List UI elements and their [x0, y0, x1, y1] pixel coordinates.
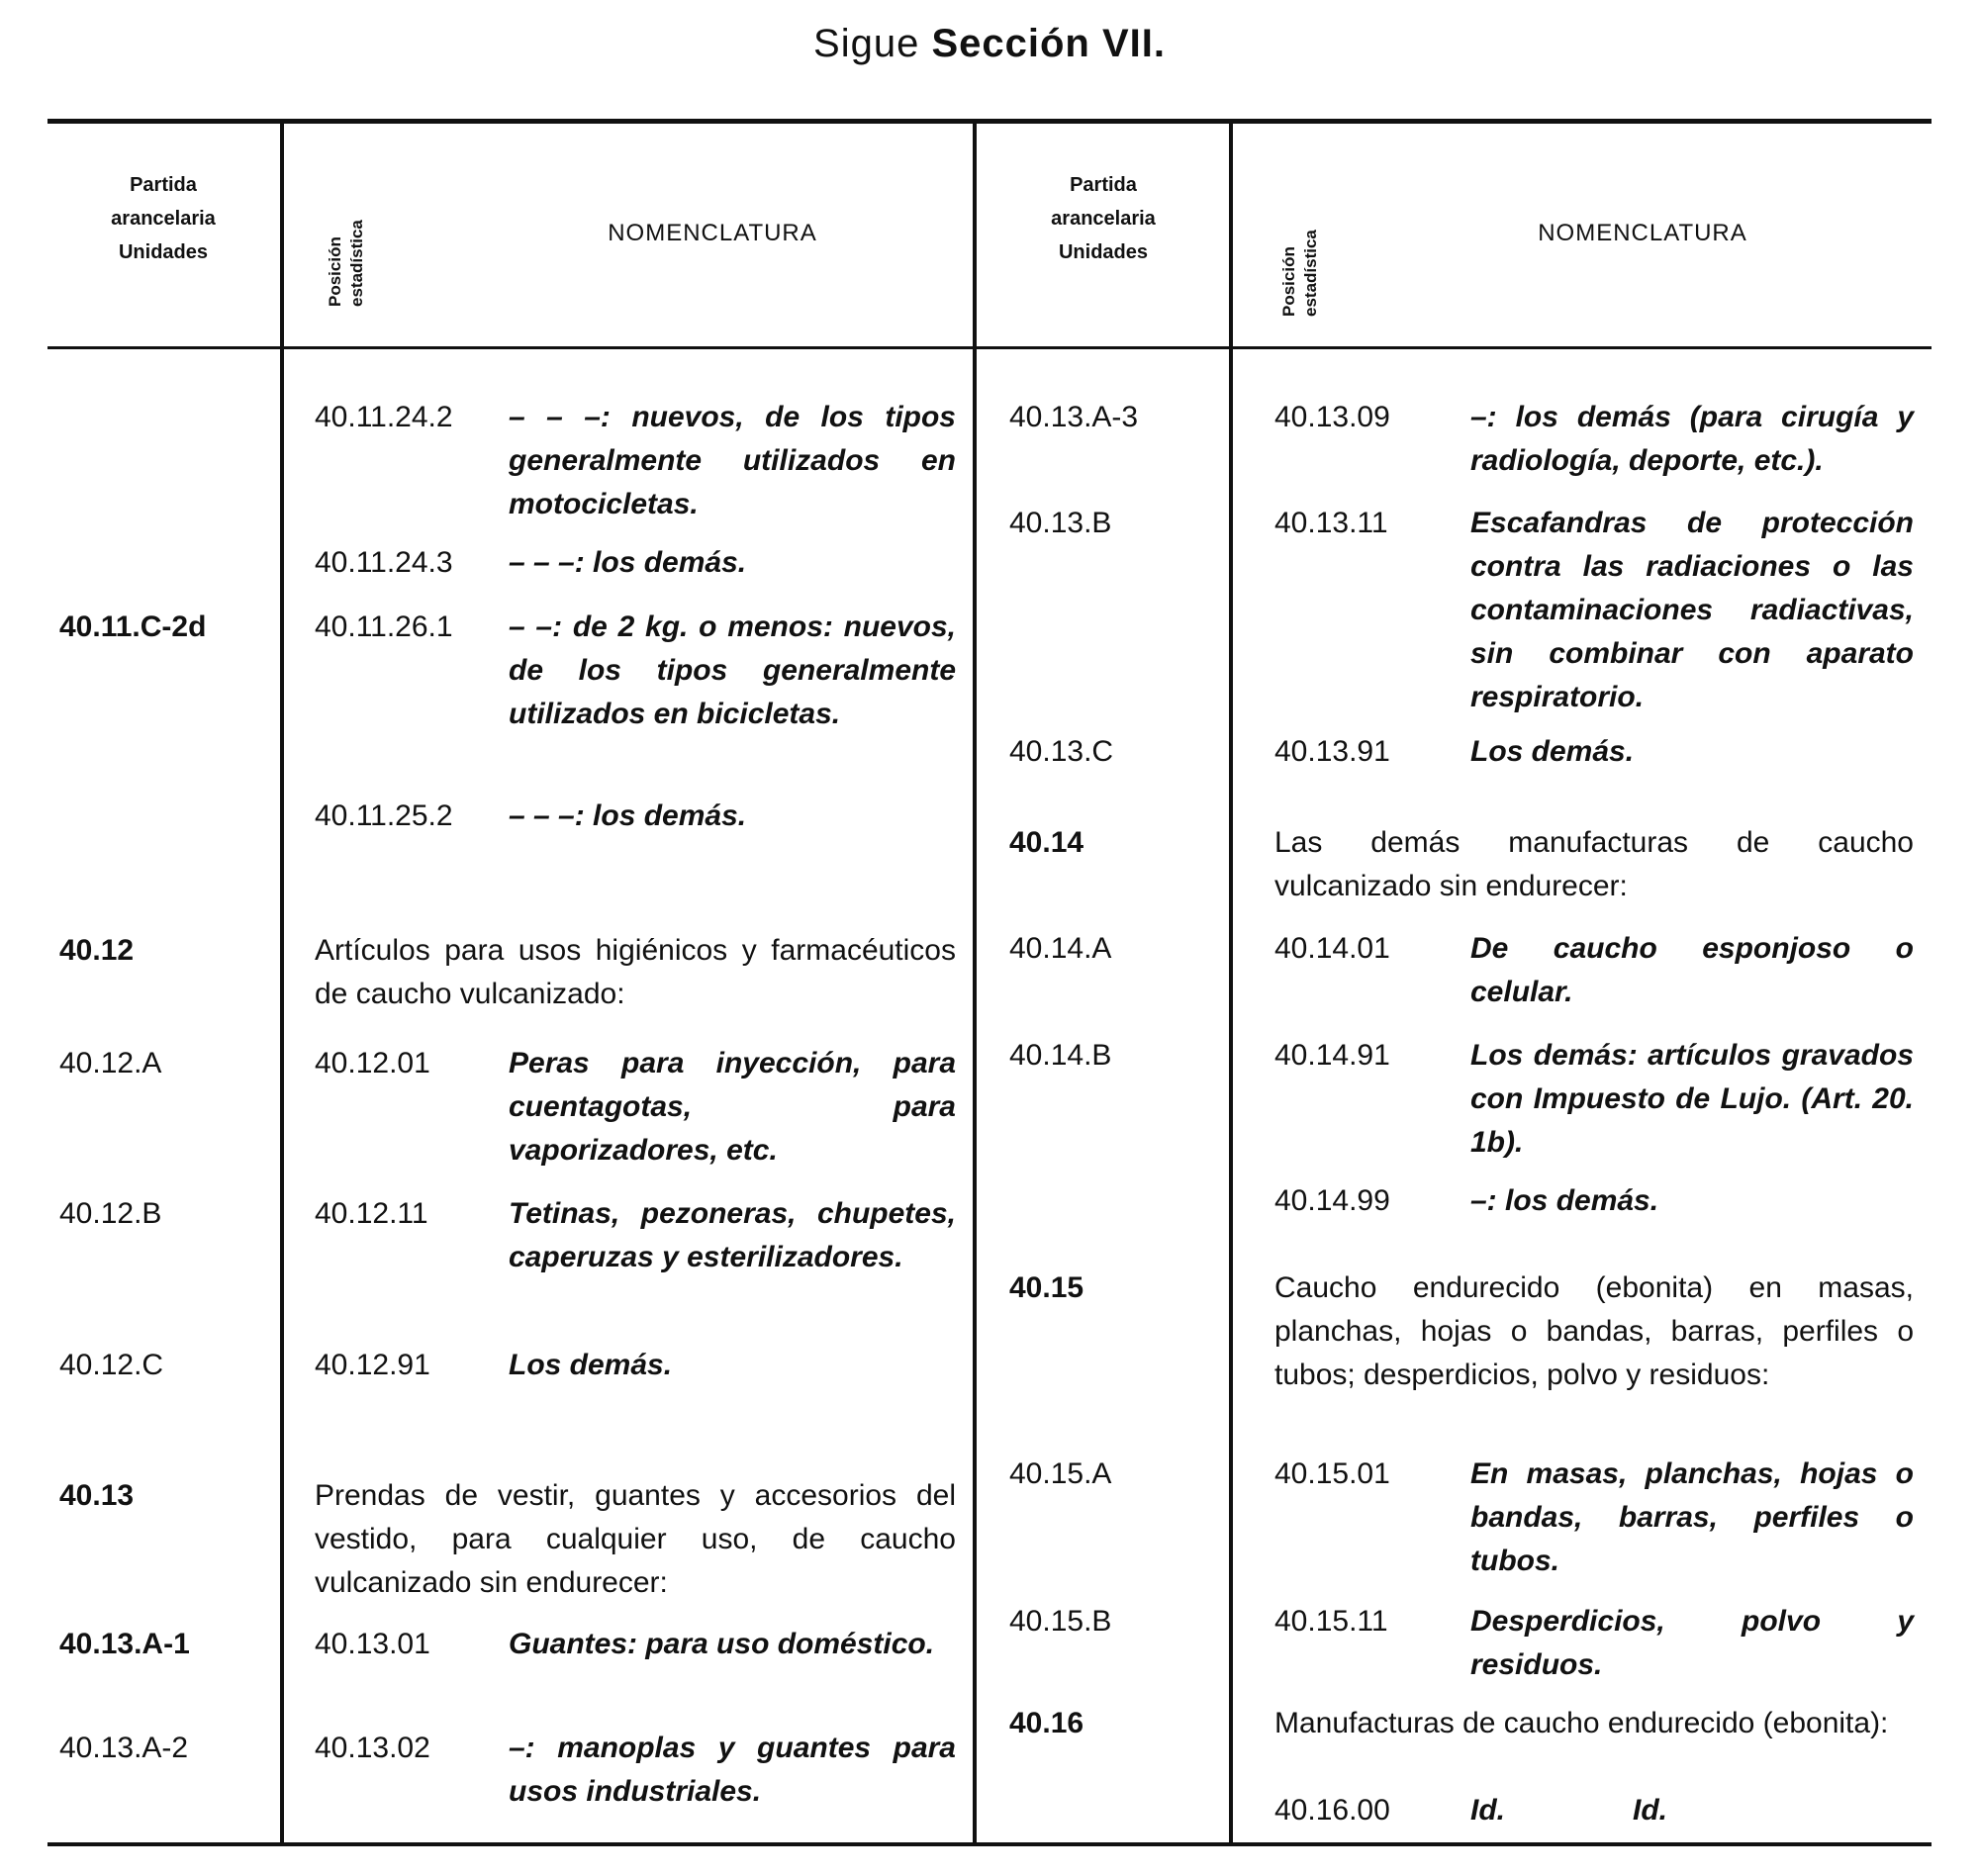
left-r8-posicion: 40.12.91 — [315, 1349, 430, 1381]
header-partida-line2: arancelaria — [1051, 208, 1156, 230]
right-r11-id-1: Id. — [1470, 1794, 1505, 1827]
left-r6-description: Peras para inyección, para cuentagotas, para vaporizadores, etc. — [509, 1047, 956, 1167]
right-r2-posicion: 40.13.11 — [1274, 507, 1388, 539]
left-r10-posicion: 40.13.01 — [315, 1628, 430, 1660]
left-r4-posicion: 40.11.25.2 — [315, 799, 453, 832]
right-r2-partida: 40.13.B — [1009, 507, 1112, 539]
right-r3-partida: 40.13.C — [1009, 735, 1114, 768]
header-partida-right — [990, 168, 1217, 269]
left-r4-description: – – –: los demás. — [509, 799, 747, 832]
table-header-rule — [47, 346, 1932, 349]
right-r6-description: Los demás: artículos gravados con Impuesto de Lujo. (Art. 20. 1b). — [1470, 1039, 1914, 1159]
left-r8-partida: 40.12.C — [59, 1349, 164, 1381]
right-r1-description: –: los demás (para cirugía y radiología, deporte, etc.). — [1470, 401, 1914, 477]
right-r10-posicion: 40.15.11 — [1274, 1605, 1388, 1638]
left-r7-posicion: 40.12.11 — [315, 1197, 428, 1230]
left-r6-posicion: 40.12.01 — [315, 1047, 430, 1079]
left-r6-partida: 40.12.A — [59, 1047, 162, 1079]
header-partida-line3: Unidades — [1058, 241, 1149, 263]
header-partida-line1: Partida — [1070, 174, 1137, 196]
left-r11-partida: 40.13.A-2 — [59, 1732, 189, 1764]
left-r9-heading-text: Prendas de vestir, guantes y accesorios del vestido, para cualquier uso, de caucho vulcanizado sin endurecer: — [315, 1479, 956, 1599]
column-divider-right-1 — [1229, 119, 1233, 1842]
left-r1-posicion: 40.11.24.2 — [315, 401, 453, 433]
right-r7-description: –: los demás. — [1470, 1184, 1659, 1217]
table-top-rule — [47, 119, 1932, 124]
right-r11-partida: 40.16 — [1009, 1707, 1084, 1739]
title-prefix: Sigue — [813, 22, 920, 65]
left-r11-description: –: manoplas y guantes para usos industriales. — [509, 1732, 956, 1808]
right-r7-posicion: 40.14.99 — [1274, 1184, 1390, 1217]
left-r3-posicion: 40.11.26.1 — [315, 610, 453, 643]
right-r10-description: Desperdicios, polvo y residuos. — [1470, 1605, 1914, 1681]
left-r8-description: Los demás. — [509, 1349, 673, 1381]
right-r1-posicion: 40.13.09 — [1274, 401, 1390, 433]
right-r3-posicion: 40.13.91 — [1274, 735, 1390, 768]
header-partida-line3: Unidades — [118, 241, 209, 263]
title-section: Sección VII. — [931, 22, 1166, 65]
header-posicion-line2: estadística — [347, 220, 366, 307]
column-divider-center — [973, 119, 977, 1842]
header-posicion-line1: Posición — [1279, 246, 1298, 317]
right-r11-heading-text: Manufacturas de caucho endurecido (ebonita): — [1274, 1707, 1889, 1739]
left-r11-posicion: 40.13.02 — [315, 1732, 430, 1764]
right-r9-partida: 40.15.A — [1009, 1457, 1112, 1490]
header-posicion-line2: estadística — [1301, 230, 1320, 317]
table-bottom-rule — [47, 1842, 1932, 1846]
header-posicion-left — [325, 220, 368, 307]
left-r3-partida: 40.11.C-2d — [59, 610, 207, 643]
right-r11-id-2: Id. — [1633, 1794, 1667, 1827]
left-r5-heading-text: Artículos para usos higiénicos y farmacéuticos de caucho vulcanizado: — [315, 934, 956, 1010]
right-r8-heading-text: Caucho endurecido (ebonita) en masas, planchas, hojas o bandas, barras, perfiles o tubos; desperdicios, polvo y residuos: — [1274, 1271, 1914, 1391]
left-r7-description: Tetinas, pezoneras, chupetes, caperuzas y esterilizadores. — [509, 1197, 956, 1273]
right-r4-partida: 40.14 — [1009, 826, 1084, 859]
header-partida-left — [59, 168, 267, 269]
left-r10-partida: 40.13.A-1 — [59, 1628, 190, 1660]
right-r10-partida: 40.15.B — [1009, 1605, 1112, 1638]
left-r10-description: Guantes: para uso doméstico. — [509, 1628, 935, 1660]
right-r4-heading-text: Las demás manufacturas de caucho vulcanizado sin endurecer: — [1274, 826, 1914, 902]
right-r5-partida: 40.14.A — [1009, 932, 1112, 965]
right-r5-posicion: 40.14.01 — [1274, 932, 1390, 965]
right-r5-description: De caucho esponjoso o celular. — [1470, 932, 1914, 1008]
column-divider-left-1 — [280, 119, 284, 1842]
left-r9-partida: 40.13 — [59, 1479, 135, 1512]
left-r1-description: – – –: nuevos, de los tipos generalmente utilizados en motocicletas. — [509, 401, 956, 520]
header-nomenclatura-left: NOMENCLATURA — [608, 220, 817, 246]
left-r7-partida: 40.12.B — [59, 1197, 162, 1230]
header-partida-line2: arancelaria — [111, 208, 216, 230]
header-nomenclatura-right: NOMENCLATURA — [1538, 220, 1747, 246]
left-r5-partida: 40.12 — [59, 934, 135, 967]
header-posicion-right — [1278, 230, 1322, 317]
right-r2-description: Escafandras de protección contra las radiaciones o las contaminaciones radiactivas, sin combinar con aparato respiratorio. — [1470, 507, 1914, 713]
right-r8-partida: 40.15 — [1009, 1271, 1084, 1304]
right-r6-partida: 40.14.B — [1009, 1039, 1112, 1072]
page-title — [0, 22, 1979, 66]
right-r9-description: En masas, planchas, hojas o bandas, barras, perfiles o tubos. — [1470, 1457, 1914, 1577]
right-r6-posicion: 40.14.91 — [1274, 1039, 1390, 1072]
right-r3-description: Los demás. — [1470, 735, 1635, 768]
right-r11-posicion: 40.16.00 — [1274, 1794, 1390, 1827]
right-r9-posicion: 40.15.01 — [1274, 1457, 1390, 1490]
left-r2-posicion: 40.11.24.3 — [315, 546, 453, 579]
left-r3-description: – –: de 2 kg. o menos: nuevos, de los tipos generalmente utilizados en bicicletas. — [509, 610, 956, 730]
header-posicion-line1: Posición — [326, 236, 344, 307]
header-partida-line1: Partida — [130, 174, 197, 196]
left-r2-description: – – –: los demás. — [509, 546, 747, 579]
right-r1-partida: 40.13.A-3 — [1009, 401, 1139, 433]
